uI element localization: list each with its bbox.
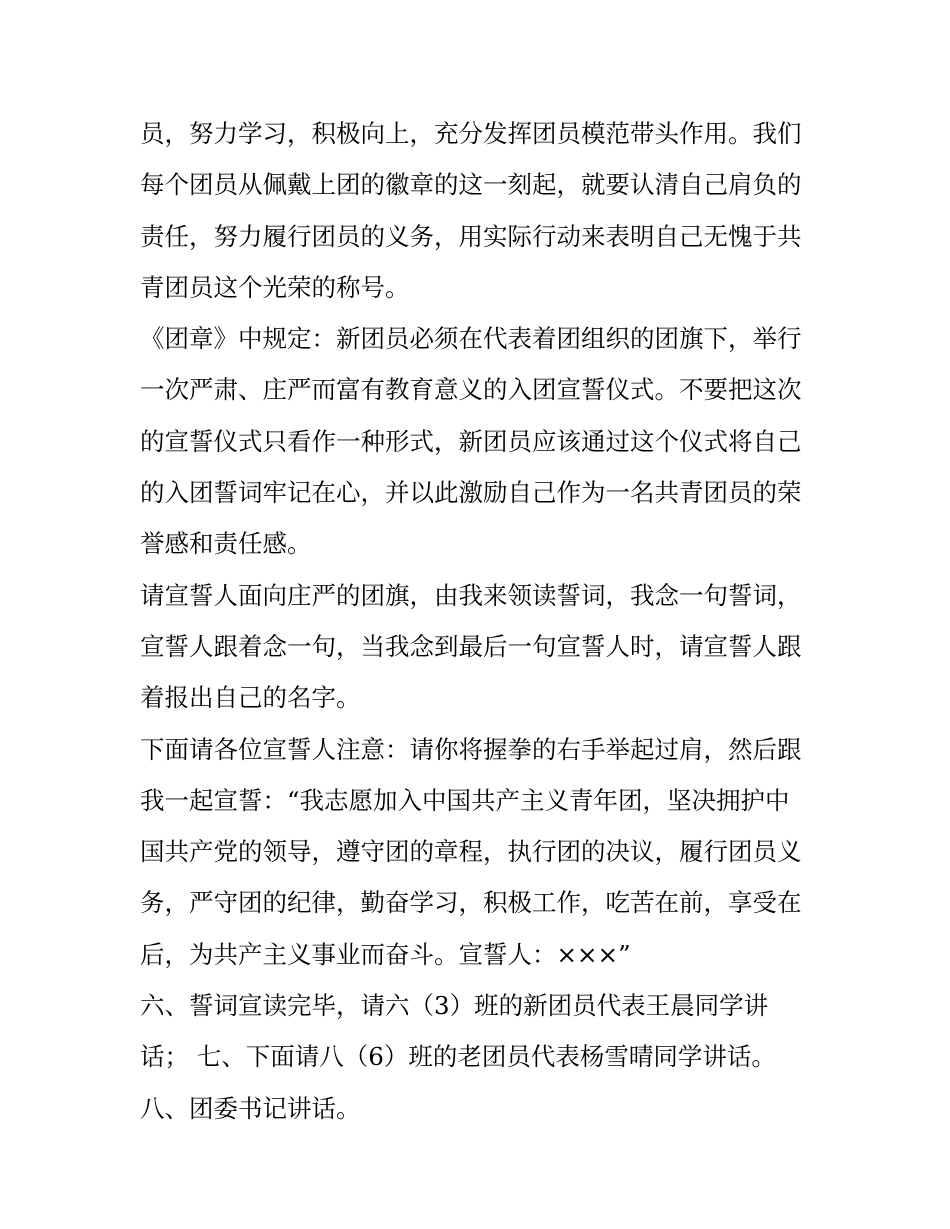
document-body [140,108,820,1134]
text-line: 后，为共产主义事业而奋斗。宣誓人：×××” [140,939,631,969]
text-line: 请宣誓人面向庄严的团旗，由我来领读誓词，我念一句誓词， [140,580,802,610]
text-line: 宣誓人跟着念一句，当我念到最后一句宣誓人时，请宣誓人跟 [140,631,802,661]
text-line: 誉感和责任感。 [140,529,312,559]
text-line: 务，严守团的纪律，勤奋学习，积极工作，吃苦在前，享受在 [140,888,802,918]
text-line: 六、誓词宣读完毕，请六（3）班的新团员代表王晨同学讲 [140,991,769,1021]
text-line: 每个团员从佩戴上团的徽章的这一刻起，就要认清自己肩负的 [140,170,802,200]
text-line: 国共产党的领导，遵守团的章程，执行团的决议，履行团员义 [140,837,802,867]
text-line: 《团章》中规定：新团员必须在代表着团组织的团旗下，举行 [140,324,802,354]
text-line: 下面请各位宣誓人注意：请你将握拳的右手举起过肩，然后跟 [140,734,802,764]
text-line: 员，努力学习，积极向上，充分发挥团员模范带头作用。我们 [140,119,802,148]
text-line: 话； 七、下面请八（6）班的老团员代表杨雪晴同学讲话。 [140,1042,776,1072]
text-line: 八、团委书记讲话。 [140,1093,361,1123]
text-line: 我一起宣誓：“我志愿加入中国共产主义青年团，坚决拥护中 [140,785,790,815]
text-line: 责任，努力履行团员的义务，用实际行动来表明自己无愧于共 [140,221,802,251]
text-line: 着报出自己的名字。 [140,683,361,713]
text-line: 的宣誓仪式只看作一种形式，新团员应该通过这个仪式将自己 [140,426,802,456]
text-line: 青团员这个光荣的称号。 [140,272,410,302]
text-line: 的入团誓词牢记在心，并以此激励自己作为一名共青团员的荣 [140,478,802,508]
text-line: 一次严肃、庄严而富有教育意义的入团宣誓仪式。不要把这次 [140,375,802,405]
